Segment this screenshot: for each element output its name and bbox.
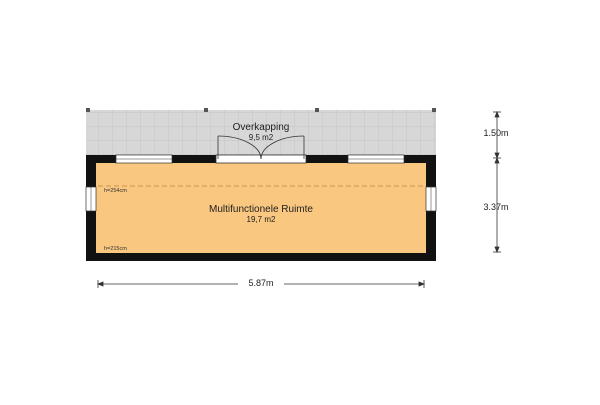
- dimension-room-depth: 3.37m: [483, 202, 509, 212]
- wall-top-2: [172, 155, 216, 163]
- covered-area-name: Overkapping: [232, 122, 290, 133]
- room-area: 19,7 m2: [246, 215, 276, 224]
- window-left: [86, 187, 96, 211]
- terrace-post-right: [432, 108, 436, 112]
- wall-left-upper: [86, 155, 96, 187]
- room-name: Multifunctionele Ruimte: [209, 204, 313, 215]
- terrace-post-left: [86, 108, 90, 112]
- terrace-post-mid-left: [204, 108, 208, 112]
- wall-right-lower: [426, 211, 436, 261]
- wall-top-3: [306, 155, 348, 163]
- window-right: [426, 187, 436, 211]
- dimension-covered-depth: 1.50m: [483, 128, 509, 138]
- window-top-right: [348, 155, 404, 163]
- dimension-width: 5.87m: [248, 278, 274, 288]
- terrace-post-mid-right: [315, 108, 319, 112]
- room-height-low: h=215cm: [104, 246, 127, 252]
- covered-area-size: 9,5 m2: [248, 133, 274, 142]
- wall-bottom: [86, 253, 436, 261]
- room-height-high: h=254cm: [104, 188, 127, 194]
- window-top-left: [116, 155, 172, 163]
- wall-right-upper: [426, 155, 436, 187]
- wall-left-lower: [86, 211, 96, 261]
